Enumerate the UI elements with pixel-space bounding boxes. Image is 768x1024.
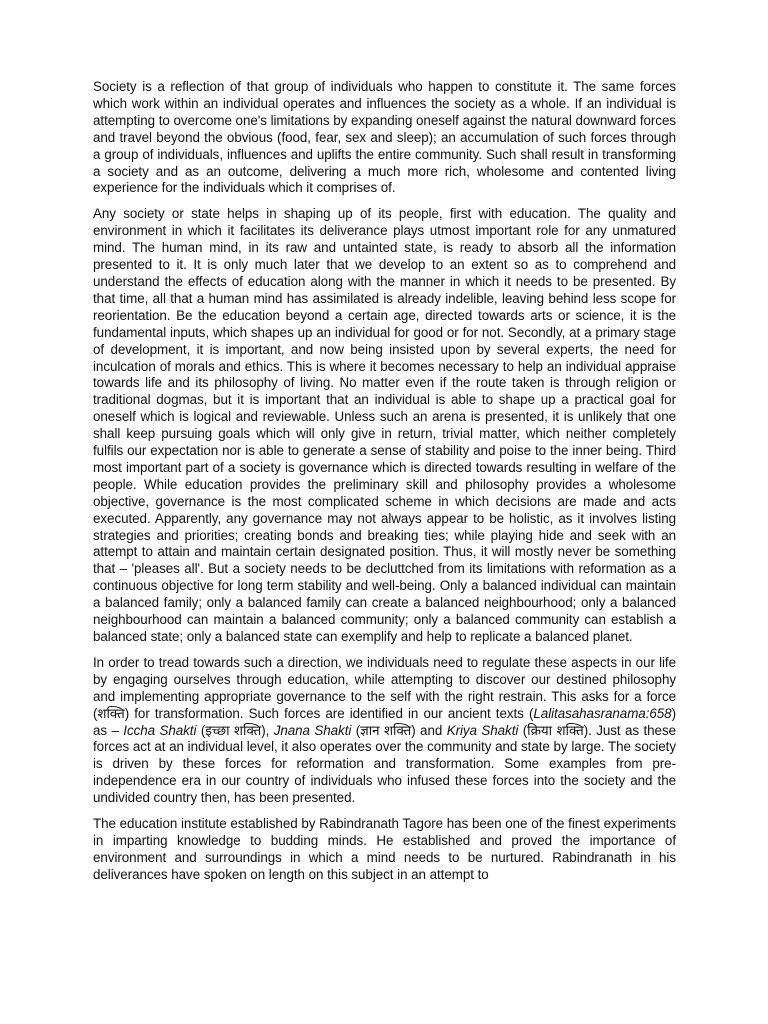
term-iccha-shakti: Iccha Shakti	[123, 722, 197, 738]
paragraph-shakti-forces	[93, 655, 676, 807]
text-segment: ) as –	[93, 705, 676, 738]
paragraph-education-governance: Any society or state helps in shaping up of its people, first with education. The quality and environment in which it facilitates its deliverance plays utmost important role for any unmatured mind. The human mind, in its raw and untainted state, is ready to absorb all the information presented to it. It is only much later that we develop to an extent so as to comprehend and understand the effects of education along with the manner in which it needs to be presented. By that time, all that a human mind has assimilated is already indelible, leaving behind less scope for reorientation. Be the education beyond a certain age, directed towards arts or science, it is the fundamental inputs, which shapes up an individual for good or for not. Secondly, at a primary stage of development, it is important, and now being insisted upon by several experts, the need for inculcation of morals and ethics. This is where it becomes necessary to help an individual appraise towards life and its philosophy of living. No matter even if the route taken is through religion or traditional dogmas, but it is important that an individual is able to shape up a practical goal for oneself which is logical and reviewable. Unless such an arena is presented, it is unlikely that one shall keep pursuing goals which will only give in return, trivial matter, which neither completely fulfils our expectation nor is able to generate a sense of stability and poise to the inner being. Third most important part of a society is governance which is directed towards resulting in welfare of the people. While education provides the preliminary skill and philosophy provides a wholesome objective, governance is the most complicated scheme in which decisions are made and acts executed. Apparently, any governance may not always appear to be holistic, as it involves listing strategies and priorities; creating bonds and breaking ties; while playing hide and seek with an attempt to attain and maintain certain designated position. Thus, it will mostly never be something that – 'pleases all'. But a society needs to be decluttched from its limitations with reformation as a continuous objective for long term stability and well-being. Only a balanced individual can maintain a balanced family; only a balanced family can create a balanced neighbourhood; only a balanced neighbourhood can maintain a balanced community; only a balanced community can establish a balanced state; only a balanced state can exemplify and help to replicate a balanced planet.	[93, 206, 676, 644]
text-segment: In order to tread towards such a direction, we individuals need to regulate these aspects in our life by engaging ourselves through education, while attempting to discover our destined philosophy and implementing appropriate governance to the self with the right restrain. This asks for a force (शक्ति) for transformation. Such forces are identified in our ancient texts (	[93, 654, 676, 721]
text-segment: (इच्छा शक्ति),	[196, 722, 274, 738]
paragraph-society-reflection: Society is a reflection of that group of individuals who happen to constitute it. The same forces which work within an individual operates and influences the society as a whole. If an individual is attempting to overcome one's limitations by expanding oneself against the natural downward forces and travel beyond the obvious (food, fear, sex and sleep); an accumulation of such forces through a group of individuals, influences and uplifts the entire community. Such shall result in transforming a society and as an outcome, delivering a much more rich, wholesome and contented living experience for the individuals which it comprises of.	[93, 79, 676, 196]
term-jnana-shakti: Jnana Shakti	[273, 722, 352, 738]
term-kriya-shakti: Kriya Shakti	[446, 722, 519, 738]
text-segment: (ज्ञान शक्ति) and	[351, 722, 447, 738]
text-segment: (क्रिया शक्ति). Just as these forces act at an individual level, it also operates over the community and state by large. The society is driven by these forces for reformation and transformation. Some examples from pre-independence era in our country of individuals who infused these forces into the society and the undivided country then, has been presented.	[93, 722, 676, 806]
paragraph-rabindranath-tagore: The education institute established by Rabindranath Tagore has been one of the finest experiments in imparting knowledge to budding minds. He established and proved the importance of environment and surroundings in which a mind needs to be nurtured. Rabindranath in his deliverances have spoken on length on this subject in an attempt to	[93, 816, 676, 882]
citation-lalitasahasranama: Lalitasahasranama:658	[533, 705, 672, 721]
